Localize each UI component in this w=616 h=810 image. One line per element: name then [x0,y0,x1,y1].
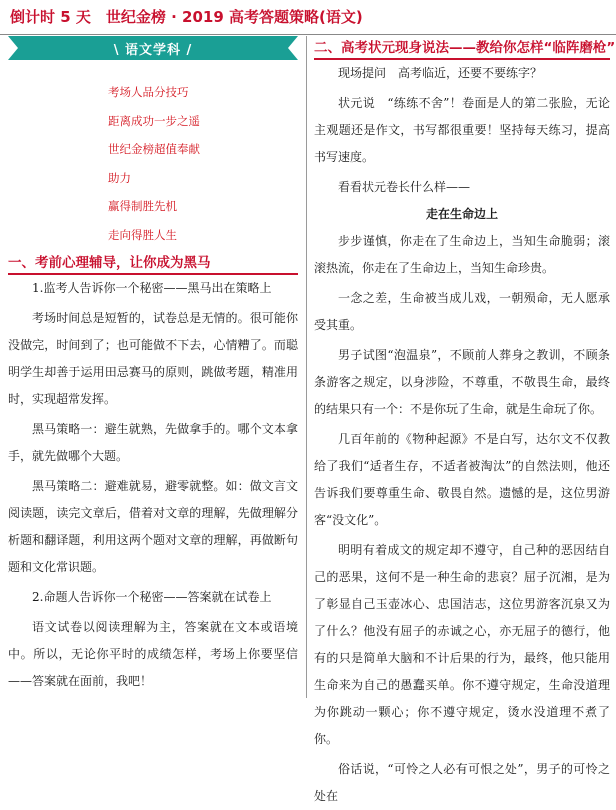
paragraph: 现场提问 高考临近，还要不要练字？ [338,66,543,80]
paragraph: 状元说 “练练不舍”！卷面是人的第二张脸，无论主观题还是作文，书写都很重要！坚持每天练习，提高书写速度。 [314,96,610,164]
toc-item: 赢得制胜先机 [108,199,177,213]
column-divider [306,36,307,698]
essay-title: 走在生命边上 [425,207,498,221]
toc-item: 考场人品分技巧 [108,85,189,99]
paragraph: 一念之差，生命被当成儿戏，一朝殒命，无人愿承受其重。 [314,291,610,332]
paragraph: 2.命题人告诉你一个秘密——答案就在试卷上 [32,590,272,604]
paragraph: 考场时间总是短暂的，试卷总是无情的。很可能你没做完，时间到了；也可能做不下去，心情糟了。而聪明学生却善于运用田忌赛马的原则，跳做考题，精准用时，实现超常发挥。 [8,311,298,406]
paragraph: 步步谨慎，你走在了生命边上，当知生命脆弱；滚滚热流，你走在了生命边上，当知生命珍贵。 [314,234,610,275]
paragraph: 黑马策略二：避难就易，避零就整。如：做文言文阅读题，读完文章后，借着对文章的理解，先做理解分析题和翻译题，利用这两个题对文章的理解，再做断句题和文化常识题。 [8,479,298,574]
paragraph: 1.监考人告诉你一个秘密——黑马出在策略上 [32,281,272,295]
right-column [314,36,616,810]
toc-item: 距离成功一步之遥 [108,113,200,128]
page-title: 倒计时 5 天 世纪金榜 · 2019 高考答题策略(语文) [10,8,363,26]
subject-banner-label: \ 语文学科 / [113,42,193,58]
subject-banner [8,36,298,60]
paragraph: 几百年前的《物种起源》不是白写，达尔文不仅教给了我们“适者生存，不适者被淘汰”的自然法则，他还告诉我们要尊重生命、敬畏自然。遗憾的是，这位男游客“没文化”。 [314,432,610,527]
paragraph: 看看状元卷长什么样—— [338,180,471,194]
paragraph: 语文试卷以阅读理解为主，答案就在文本或语境中。所以，无论你平时的成绩怎样，考场上你要坚信——答案就在面前，我吧！ [8,620,298,688]
section-heading-2: 二、高考状元现身说法——教给你怎样“临阵磨枪” [314,36,610,60]
paragraph: 男子试图“泡温泉”，不顾前人葬身之教训，不顾条条游客之规定，以身涉险，不尊重，不敬畏生命，最终的结果只有一个：不是你玩了生命，就是生命玩了你。 [314,348,610,416]
toc-list [8,60,298,253]
page-header [0,0,616,35]
paragraph: 明明有着成文的规定却不遵守，自己种的恶因结自己的恶果，这何不是一种生命的悲哀？屈子沉湘，是为了彰显自己玉壶冰心、忠国洁志，这位男游客沉泉又为了什么？他没有屈子的赤诚之心，亦无屈子的德行，他有的只是简单大脑和不计后果的行为，最终，他只能用生命来为自己的愚蠢买单。你不遵守规定，生命没道理为你跳动一颗心；你不遵守规定，烫水没道理不煮了你。 [314,543,610,746]
left-column [8,36,298,695]
toc-item: 助力 [108,170,131,185]
toc-item: 走向得胜人生 [108,227,177,242]
section-heading-1: 一、考前心理辅导，让你成为黑马 [8,251,298,275]
paragraph: 俗话说，“可怜之人必有可恨之处”，男子的可怜之处在 [314,762,610,803]
toc-item: 世纪金榜超值奉献 [108,142,200,156]
paragraph: 黑马策略一：避生就熟，先做拿手的。哪个文本拿手，就先做哪个大题。 [8,422,298,463]
